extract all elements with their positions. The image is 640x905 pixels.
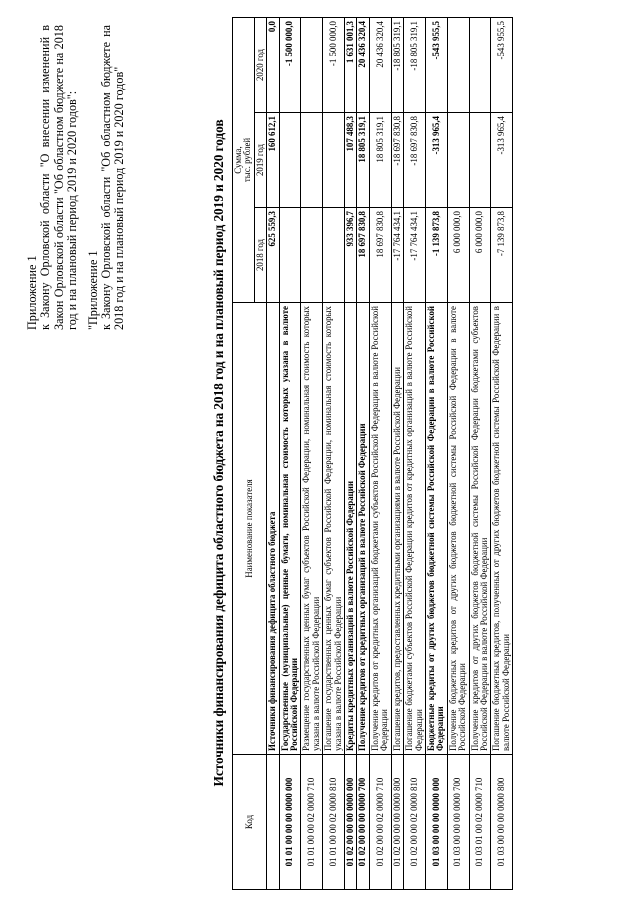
- row-code: 01 02 00 00 00 0000 700: [357, 755, 369, 890]
- row-value-2019: -313 965,4: [425, 113, 447, 208]
- row-value-2019: [301, 113, 323, 208]
- row-name: Погашение бюджетами субъектов Российской Федерации кредитов от кредитных организаций в валюте Российской Федерации: [404, 303, 426, 755]
- row-value-2019: [447, 113, 469, 208]
- row-value-2020: [469, 18, 491, 113]
- row-name: Погашение государственных ценных бумаг субъектов Российской Федерации, номинальная стоимость которых указана в валюте Российской Федерации: [323, 303, 345, 755]
- appendix-line-1: Приложение 1: [25, 255, 39, 330]
- row-value-2018: -17 764 434,1: [391, 208, 403, 303]
- table-row: [369, 18, 391, 890]
- row-value-2018: [323, 208, 345, 303]
- header-year-2020: 2020 год: [254, 18, 266, 113]
- table-row: [357, 18, 369, 890]
- header-name: Наименование показателя: [233, 303, 267, 755]
- row-value-2018: -1 139 873,8: [425, 208, 447, 303]
- row-value-2020: [447, 18, 469, 113]
- row-code: [267, 755, 279, 890]
- row-value-2020: 20 436 320,4: [357, 18, 369, 113]
- table-row: [391, 18, 403, 890]
- table-row: [301, 18, 323, 890]
- appendix-line-3: "Приложение 1: [85, 250, 100, 330]
- document-title: Источники финансирования дефицита областного бюджета на 2018 год и на плановый период 2019 и 2020 годов: [211, 119, 226, 787]
- row-value-2018: 18 697 830,8: [369, 208, 391, 303]
- row-name: Источники финансирования дефицита областного бюджета: [267, 303, 279, 755]
- appendix-line-2: к Закону Орловской области "О внесении изменений в Закон Орловской области "Об областном бюджете на 2018 год и на плановый период 2019 и 2020 годов":: [38, 25, 80, 330]
- table-row: [425, 18, 447, 890]
- row-name: Государственные (муниципальные) ценные бумаги, номинальная стоимость которых указана в валюте Российской Федерации: [279, 303, 301, 755]
- table-row: [279, 18, 301, 890]
- row-code: 01 01 00 00 02 0000 710: [301, 755, 323, 890]
- row-value-2019: 18 805 319,1: [369, 113, 391, 208]
- table-row: [323, 18, 345, 890]
- row-value-2019: -313 965,4: [491, 113, 513, 208]
- row-name: Получение кредитов от других бюджетов бюджетной системы Российской Федерации бюджетами субъектов Российской Федерации в валюте Российской Федерации: [469, 303, 491, 755]
- row-name: Кредиты кредитных организаций в валюте Российской Федерации: [345, 303, 357, 755]
- row-code: 01 01 00 00 02 0000 810: [323, 755, 345, 890]
- appendix-header: [26, 25, 127, 330]
- row-name: Размещение государственных ценных бумаг субъектов Российской Федерации, номинальная стоимость которых указана в валюте Российской Федерации: [301, 303, 323, 755]
- row-value-2018: [301, 208, 323, 303]
- row-value-2020: -1 500 000,0: [279, 18, 301, 113]
- row-code: 01 03 00 00 00 0000 800: [491, 755, 513, 890]
- row-value-2018: -17 764 434,1: [404, 208, 426, 303]
- row-code: 01 03 01 00 02 0000 710: [469, 755, 491, 890]
- row-code: 01 02 00 00 00 0000 000: [345, 755, 357, 890]
- row-name: Погашение кредитов, предоставленных кредитными организациями в валюте Российской Федерации: [391, 303, 403, 755]
- table-row: [491, 18, 513, 890]
- row-code: 01 03 00 00 00 0000 700: [447, 755, 469, 890]
- row-name: Бюджетные кредиты от других бюджетов бюджетной системы Российской Федерации в валюте Российской Федерации: [425, 303, 447, 755]
- table-row: [447, 18, 469, 890]
- table-row: [345, 18, 357, 890]
- row-value-2020: -543 955,5: [425, 18, 447, 113]
- row-name: Получение бюджетных кредитов от других бюджетов бюджетной системы Российской Федерации в валюте Российской Федерации: [447, 303, 469, 755]
- row-value-2019: [279, 113, 301, 208]
- table-body: [267, 18, 513, 890]
- row-code: 01 02 00 00 02 0000 710: [369, 755, 391, 890]
- row-value-2018: 18 697 830,8: [357, 208, 369, 303]
- header-sum: Сумма, тыс. рублей: [233, 18, 255, 303]
- table-row: [469, 18, 491, 890]
- row-value-2019: 107 488,3: [345, 113, 357, 208]
- row-value-2018: 6 000 000,0: [447, 208, 469, 303]
- row-value-2020: 1 631 001,3: [345, 18, 357, 113]
- row-value-2018: -7 139 873,8: [491, 208, 513, 303]
- appendix-line-4: к Закону Орловской области "Об областном бюджете на 2018 год и на плановый период 2019 и 2020 годов": [99, 25, 127, 330]
- row-code: 01 01 00 00 00 0000 000: [279, 755, 301, 890]
- row-value-2019: -18 697 830,8: [404, 113, 426, 208]
- header-code: Код: [233, 755, 267, 890]
- row-name: Получение кредитов от кредитных организаций в валюте Российской Федерации: [357, 303, 369, 755]
- row-value-2019: 160 612,1: [267, 113, 279, 208]
- row-name: Погашение бюджетных кредитов, полученных от других бюджетов бюджетной системы Российской Федерации в валюте Российской Федерации: [491, 303, 513, 755]
- row-value-2019: [469, 113, 491, 208]
- row-value-2018: 625 559,3: [267, 208, 279, 303]
- row-value-2020: 0,0: [267, 18, 279, 113]
- sources-table: [232, 17, 513, 890]
- header-year-2018: 2018 год: [254, 208, 266, 303]
- row-value-2018: [279, 208, 301, 303]
- row-value-2019: 18 805 319,1: [357, 113, 369, 208]
- row-value-2020: -543 955,5: [491, 18, 513, 113]
- row-value-2020: -18 805 319,1: [391, 18, 403, 113]
- row-value-2018: 933 396,7: [345, 208, 357, 303]
- row-value-2019: [323, 113, 345, 208]
- row-value-2018: 6 000 000,0: [469, 208, 491, 303]
- table-row: [404, 18, 426, 890]
- row-code: 01 02 00 00 00 0000 800: [391, 755, 403, 890]
- row-value-2020: 20 436 320,4: [369, 18, 391, 113]
- row-code: 01 03 00 00 00 0000 000: [425, 755, 447, 890]
- row-code: 01 02 00 00 02 0000 810: [404, 755, 426, 890]
- table-row: [267, 18, 279, 890]
- row-value-2019: -18 697 830,8: [391, 113, 403, 208]
- row-value-2020: -1 500 000,0: [323, 18, 345, 113]
- row-value-2020: [301, 18, 323, 113]
- row-name: Получение кредитов от кредитных организаций бюджетами субъектов Российской Федерации в валюте Российской Федерации: [369, 303, 391, 755]
- header-year-2019: 2019 год: [254, 113, 266, 208]
- row-value-2020: -18 805 319,1: [404, 18, 426, 113]
